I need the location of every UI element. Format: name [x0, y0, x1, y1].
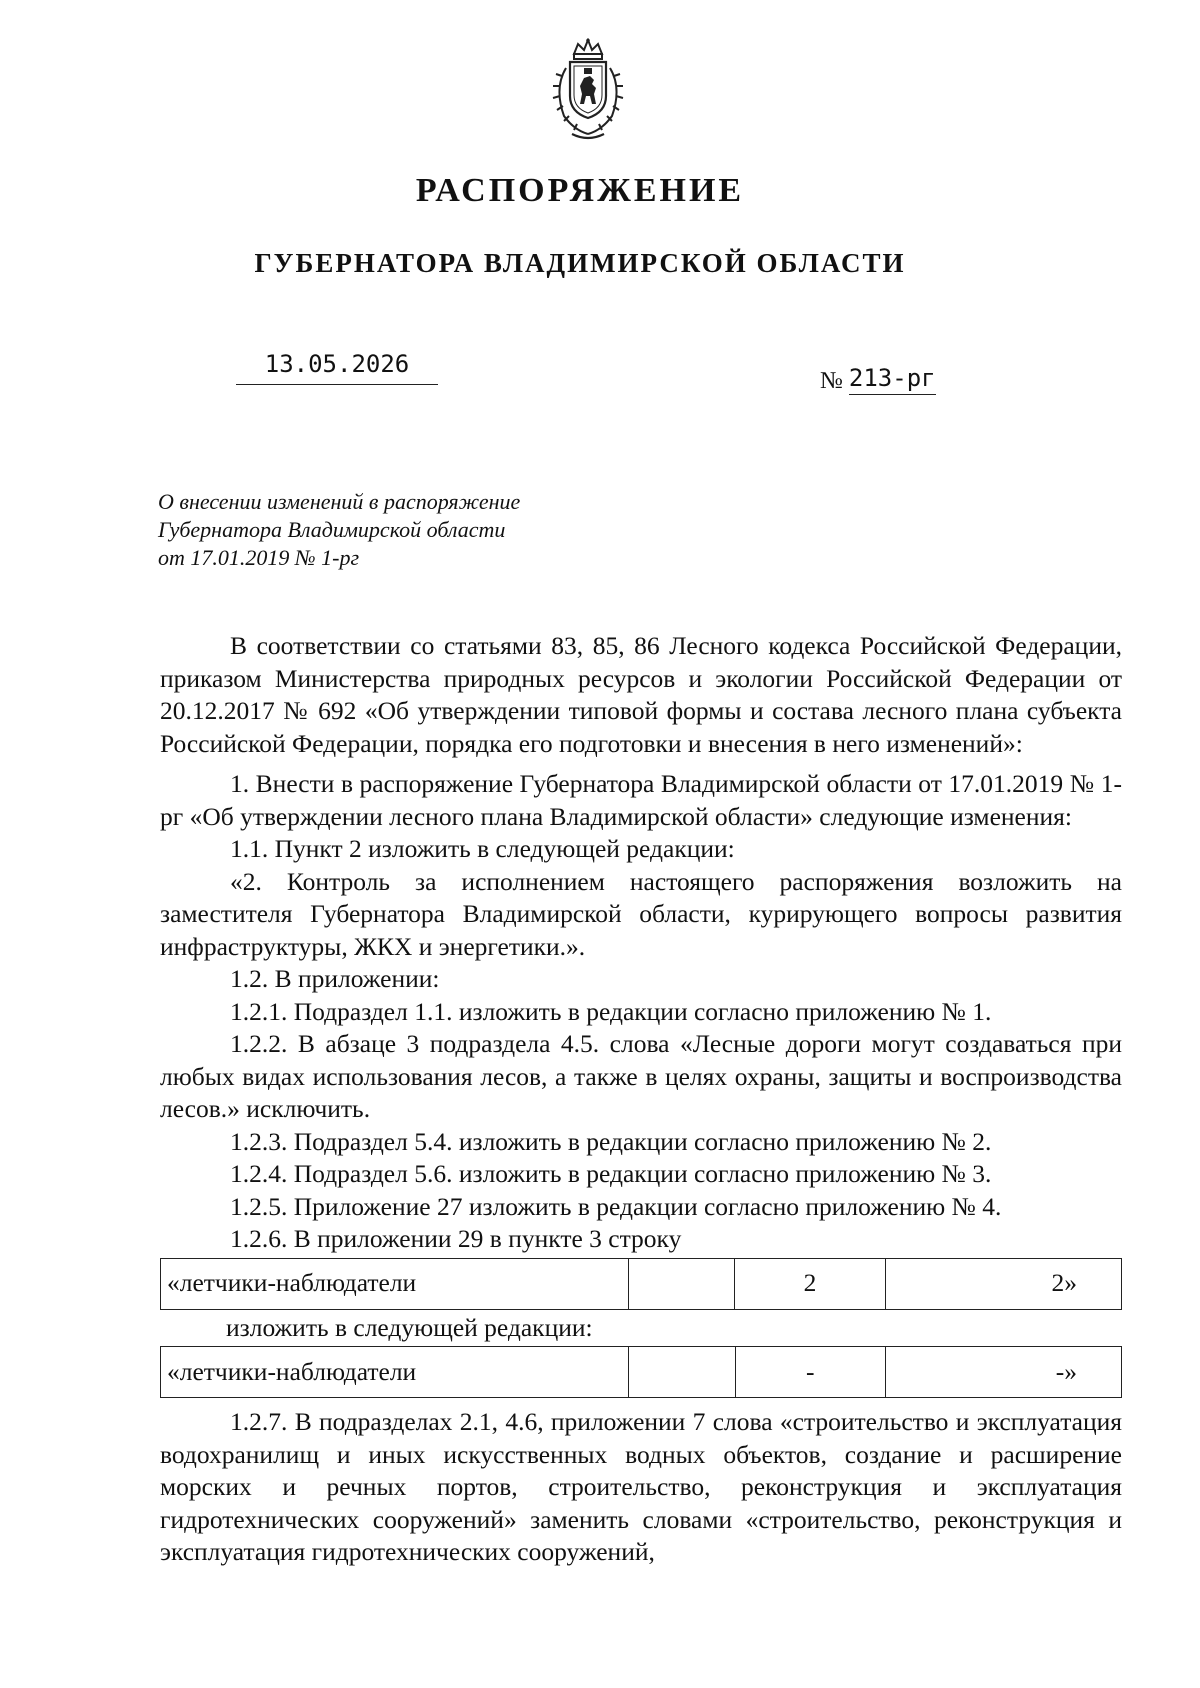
table-cell: «летчики-наблюдатели [161, 1258, 629, 1309]
item-1-1-paragraph: 1.1. Пункт 2 изложить в следующей редакции: [230, 834, 735, 863]
old-row-table [160, 1258, 1122, 1310]
table-cell: «летчики-наблюдатели [161, 1347, 629, 1398]
item-1-2-7-paragraph: 1.2.7. В подразделах 2.1, 4.6, приложении 7 слова «строительство и эксплуатация водохранилищ и иных искусственных водных объектов, создание и расширение морских и речных портов, строительство, реконструкция и эксплуатация гидротехнических сооружений» заменить словами «строительство, реконструкция и эксплуатация гидротехнических сооружений, [160, 1407, 1122, 1566]
preamble-paragraph: В соответствии со статьями 83, 85, 86 Лесного кодекса Российской Федерации, приказом Министерства природных ресурсов и экологии Российской Федерации от 20.12.2017 № 692 «Об утверждении типовой формы и состава лесного плана субъекта Российской Федерации, порядка его подготовки и внесения в него изменений»: [160, 631, 1122, 758]
document-body [160, 630, 1122, 1569]
subject-line: от 17.01.2019 № 1-рг [158, 545, 360, 570]
subject-line: О внесении изменений в распоряжение [158, 489, 521, 514]
table-cell: 2 [735, 1258, 886, 1309]
table-cell: - [735, 1347, 885, 1398]
item-1-2-paragraph: 1.2. В приложении: [230, 964, 440, 993]
table-row [161, 1347, 1122, 1398]
table-cell: 2» [885, 1258, 1121, 1309]
item-1-2-4-paragraph: 1.2.4. Подраздел 5.6. изложить в редакции согласно приложению № 3. [230, 1159, 992, 1188]
item-1-2-5-paragraph: 1.2.5. Приложение 27 изложить в редакции согласно приложению № 4. [230, 1191, 1002, 1221]
table-cell: -» [885, 1347, 1121, 1398]
document-subject [158, 488, 618, 572]
number-sign: № [820, 368, 843, 394]
replace-label: изложить в следующей редакции: [226, 1312, 593, 1342]
document-date: 13.05.2026 [236, 350, 438, 385]
item-1-1-text-paragraph: «2. Контроль за исполнением настоящего распоряжения возложить на заместителя Губернатора Владимирской области, курирующего вопросы развития инфраструктуры, ЖКХ и энергетики.». [160, 866, 1122, 961]
table-cell [628, 1347, 735, 1398]
item-1-2-6-paragraph: 1.2.6. В приложении 29 в пункте 3 строку [230, 1224, 682, 1253]
document-number: 213-рг [849, 364, 936, 395]
item-1-2-2-paragraph: 1.2.2. В абзаце 3 подраздела 4.5. слова «Лесные дороги могут создаваться при любых видах использования лесов, а также в целях охраны, защиты и воспроизводства лесов.» исключить. [160, 1029, 1122, 1123]
table-row [161, 1258, 1122, 1309]
item-1-2-3-paragraph: 1.2.3. Подраздел 5.4. изложить в редакции согласно приложению № 2. [230, 1126, 992, 1156]
coat-of-arms-emblem [540, 38, 636, 142]
subject-line: Губернатора Владимирской области [158, 517, 506, 542]
item-1-paragraph: 1. Внести в распоряжение Губернатора Владимирской области от 17.01.2019 № 1-рг «Об утверждении лесного плана Владимирской области» следующие изменения: [160, 769, 1122, 831]
table-cell [628, 1258, 735, 1309]
item-1-2-1-paragraph: 1.2.1. Подраздел 1.1. изложить в редакции согласно приложению № 1. [230, 996, 992, 1026]
new-row-table [160, 1346, 1122, 1398]
document-subtitle: ГУБЕРНАТОРА ВЛАДИМИРСКОЙ ОБЛАСТИ [254, 248, 906, 278]
document-number-block [820, 364, 936, 395]
document-title: РАСПОРЯЖЕНИЕ [415, 172, 745, 209]
